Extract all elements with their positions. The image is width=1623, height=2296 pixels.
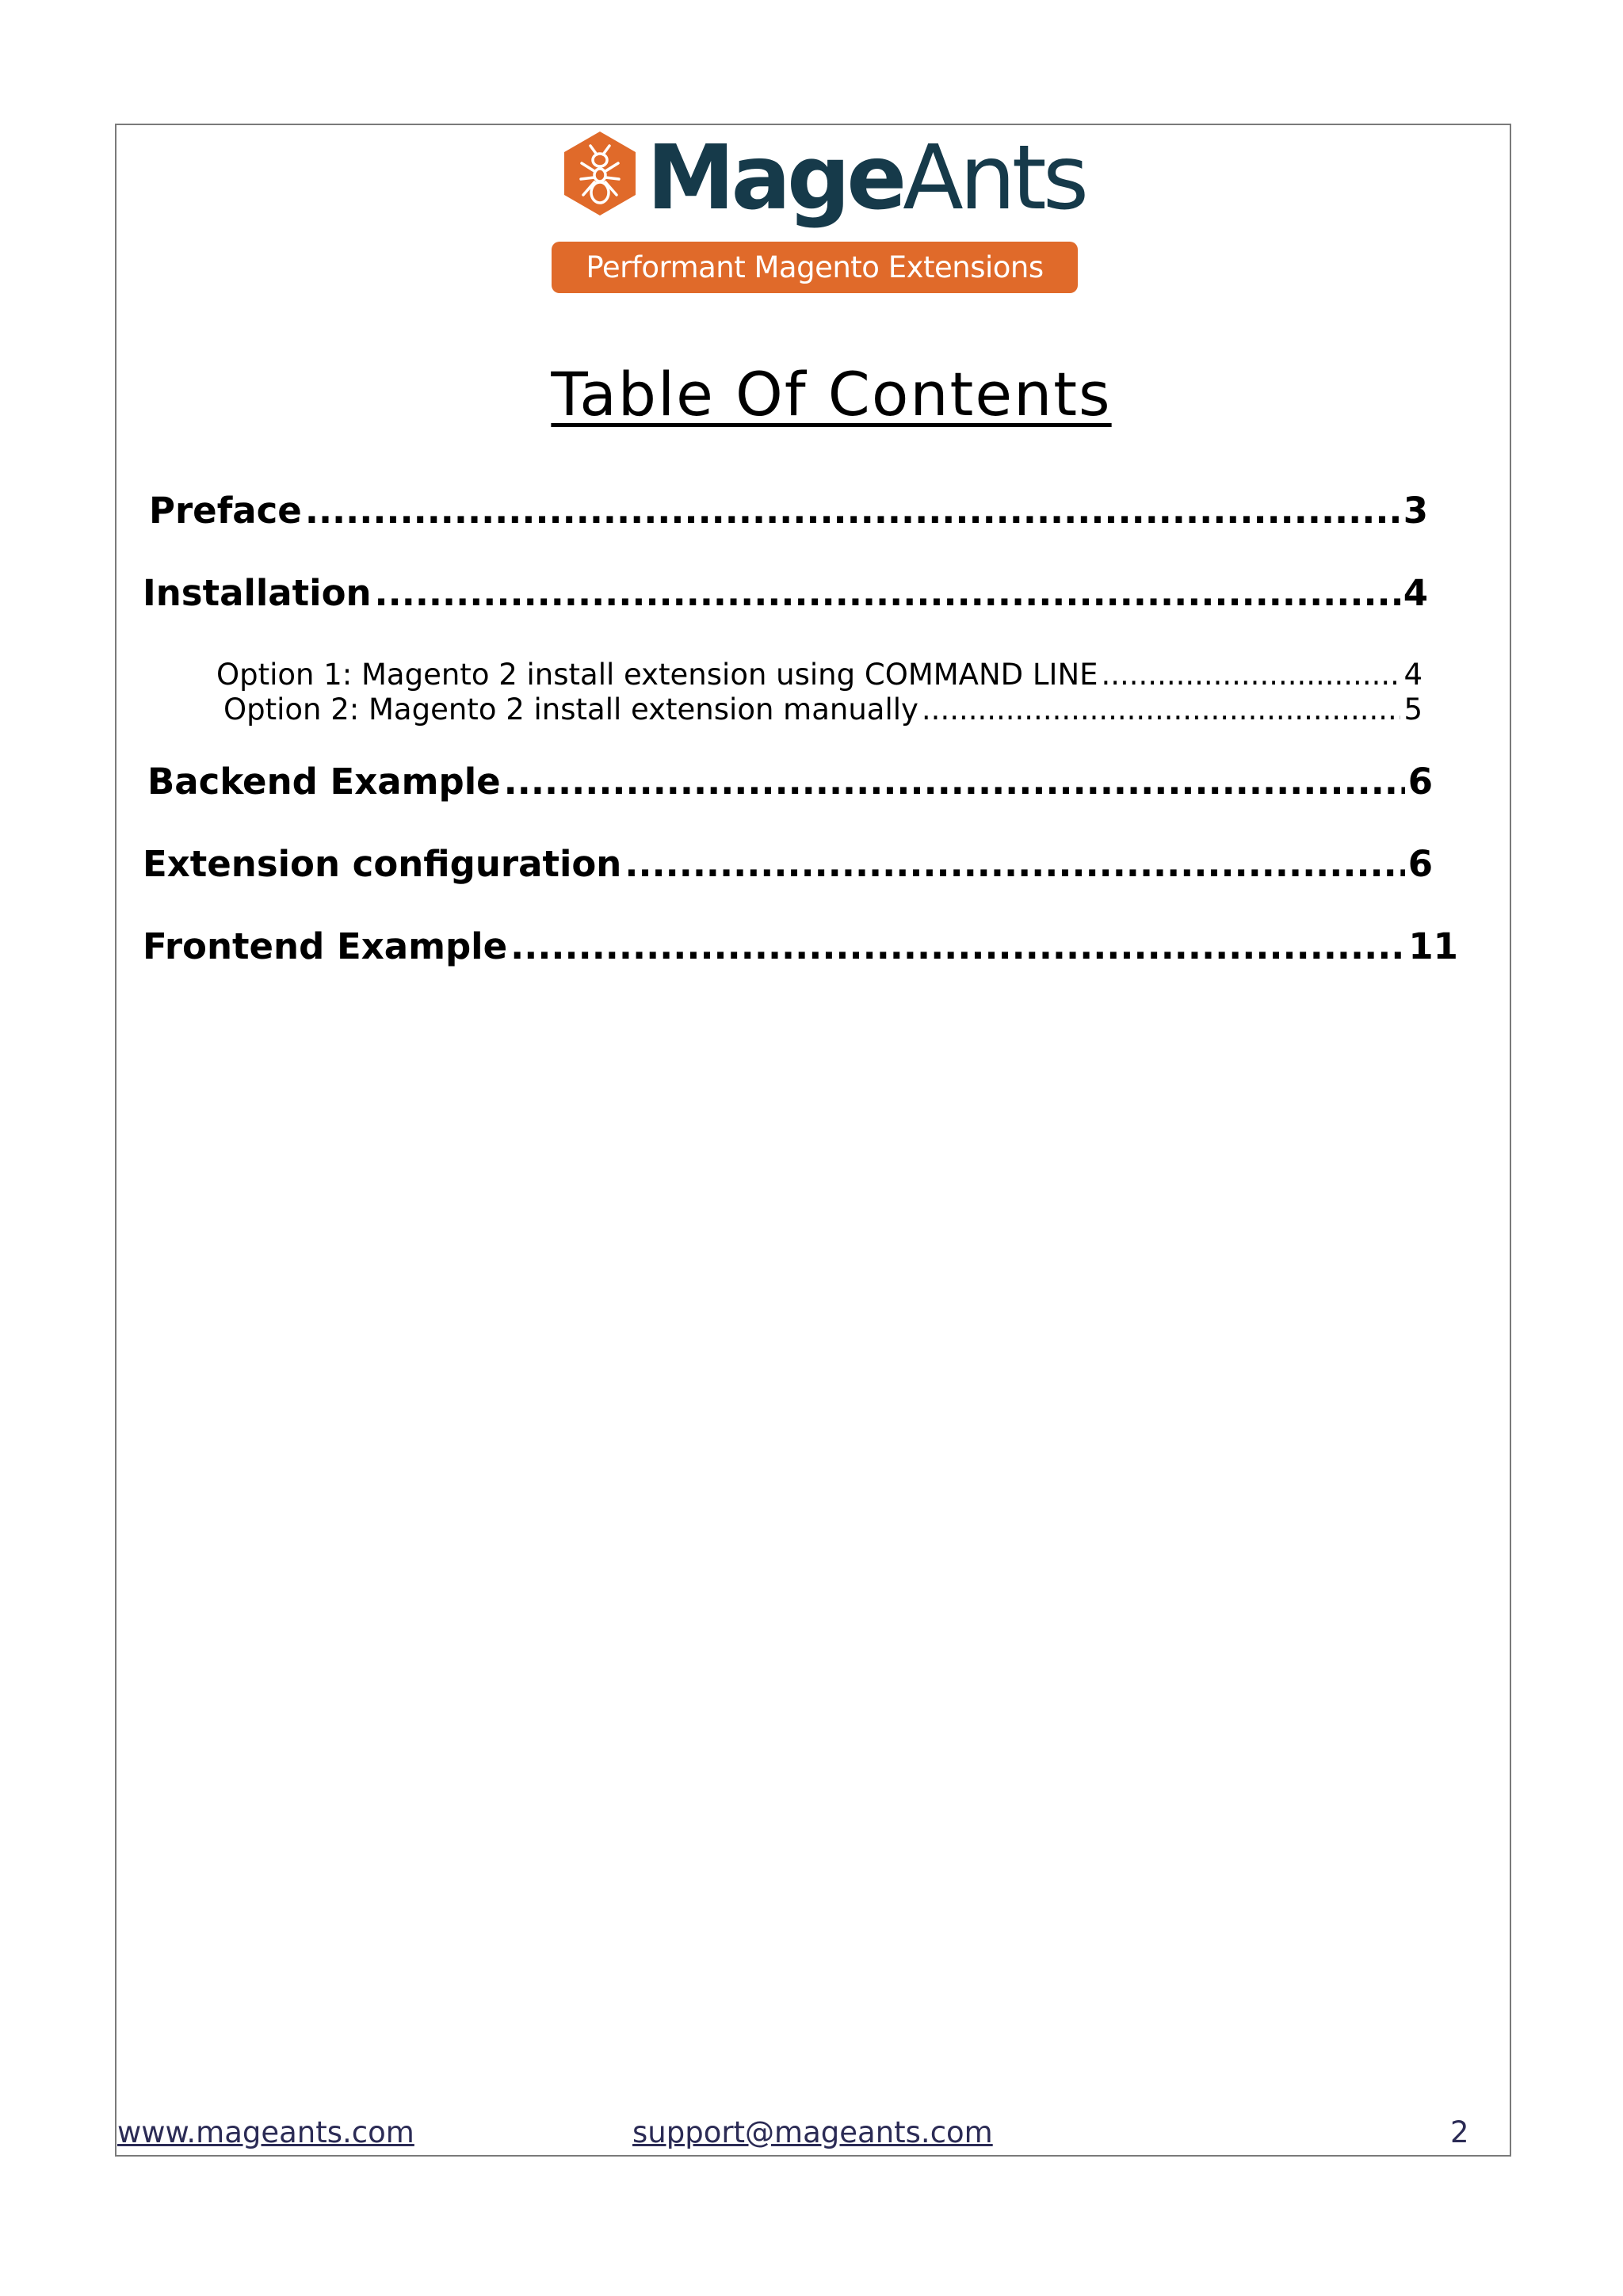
- toc-entry-backend-example[interactable]: [147, 761, 1433, 808]
- toc-entry-page: 11: [1408, 925, 1458, 967]
- toc-entry-label: Option 1: Magento 2 install extension using COMMAND LINE: [216, 658, 1098, 692]
- toc-entry-page: 4: [1403, 572, 1428, 614]
- logo-tagline: Performant Magento Extensions: [552, 242, 1078, 293]
- toc-entry-label: Backend Example: [147, 761, 501, 803]
- toc-entry-label: Installation: [143, 572, 372, 614]
- toc-entry-label: Preface: [149, 490, 302, 532]
- toc-entry-installation[interactable]: [143, 572, 1428, 620]
- toc-dot-leader: [624, 843, 1404, 885]
- logo-wordmark: [647, 127, 1085, 230]
- toc-title: Table Of Contents: [551, 359, 1112, 429]
- toc-entry-page: 4: [1403, 658, 1423, 692]
- toc-entry-preface[interactable]: [149, 490, 1428, 537]
- toc-entry-page: 6: [1407, 843, 1433, 885]
- toc-entry-option-2[interactable]: [223, 692, 1423, 729]
- toc-entry-label: Extension configuration: [143, 843, 622, 885]
- toc-entry-label: Option 2: Magento 2 install extension manually: [223, 692, 918, 727]
- logo-word-mage: Mage: [647, 127, 903, 230]
- mageants-logo: [555, 127, 1086, 301]
- footer-website-link[interactable]: www.mageants.com: [117, 2115, 414, 2149]
- toc-dot-leader: [504, 761, 1405, 803]
- toc-entry-page: 6: [1407, 761, 1433, 803]
- toc-entry-frontend-example[interactable]: [143, 925, 1458, 973]
- toc-dot-leader: [375, 572, 1400, 614]
- ant-hexagon-icon: [561, 130, 639, 217]
- toc-entry-option-1[interactable]: [216, 658, 1423, 694]
- toc-dot-leader: [1102, 658, 1401, 692]
- toc-entry-label: Frontend Example: [143, 925, 508, 967]
- logo-word-ants: Ants: [903, 127, 1086, 230]
- toc-entry-extension-configuration[interactable]: [143, 843, 1433, 891]
- toc-entry-page: 5: [1403, 692, 1423, 727]
- toc-dot-leader: [922, 692, 1401, 727]
- footer-page-number: 2: [1450, 2115, 1469, 2149]
- toc-entry-page: 3: [1403, 490, 1428, 532]
- toc-dot-leader: [305, 490, 1400, 532]
- footer-email-link[interactable]: support@mageants.com: [632, 2115, 993, 2149]
- toc-dot-leader: [510, 925, 1405, 967]
